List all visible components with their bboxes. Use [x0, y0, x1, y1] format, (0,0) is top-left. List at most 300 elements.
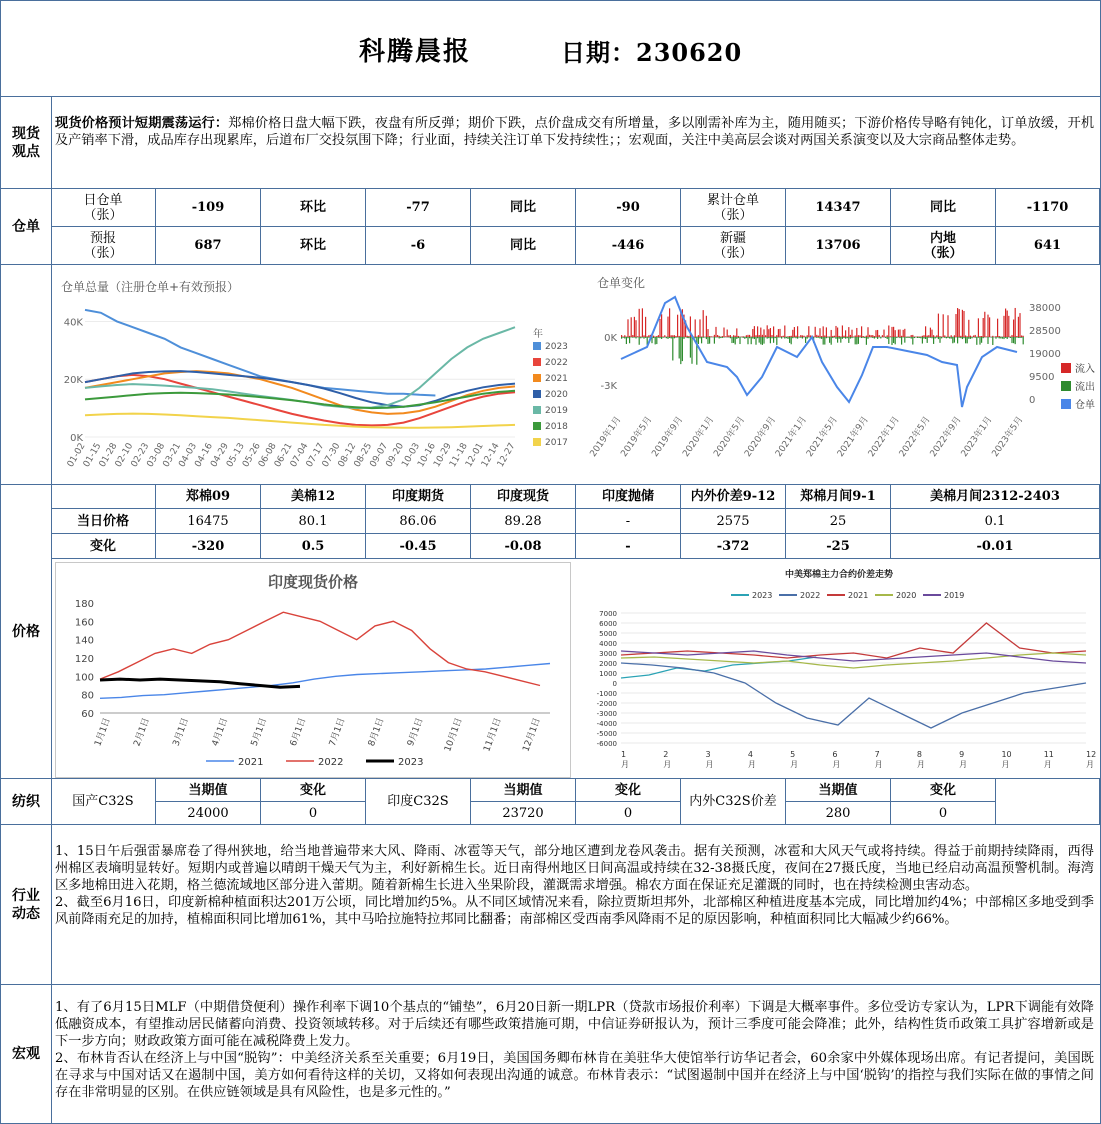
- yarn-section: [1, 779, 1100, 825]
- price-today-cell: 0.1: [891, 509, 1100, 534]
- y-tick-label: 3000: [599, 650, 617, 658]
- outflow-bar: [699, 337, 700, 338]
- outflow-bar: [749, 337, 750, 338]
- inflow-bar: [803, 336, 804, 337]
- outflow-bar: [794, 337, 795, 338]
- report-date: 日期：230620: [561, 38, 743, 67]
- outflow-bar: [967, 337, 968, 343]
- inflow-bar: [800, 335, 801, 337]
- inflow-bar: [987, 315, 988, 337]
- outflow-bar: [930, 337, 931, 338]
- inflow-bar: [765, 335, 766, 337]
- inflow-bar: [760, 328, 761, 337]
- inflow-bar: [960, 336, 961, 337]
- inflow-bar: [773, 326, 774, 337]
- x-tick-label: 04-29: [209, 441, 231, 470]
- inflow-bar: [823, 326, 824, 337]
- chart-title: 印度现货价格: [267, 573, 359, 591]
- inflow-bar: [624, 335, 625, 337]
- inflow-bar: [648, 335, 649, 337]
- price-change-cell: -0.01: [891, 534, 1100, 559]
- x-tick-label: 2022年5月: [897, 414, 933, 459]
- outflow-bar: [674, 337, 675, 338]
- inflow-bar: [695, 319, 696, 337]
- outflow-bar: [959, 337, 960, 338]
- yarn-change-cell: 0: [891, 802, 996, 825]
- inflow-bar: [917, 336, 918, 337]
- warehouse-cell: -109: [156, 189, 261, 227]
- outflow-bar: [872, 337, 873, 338]
- outflow-bar: [832, 337, 833, 338]
- inflow-bar: [1007, 311, 1008, 337]
- warehouse-total-chart: [55, 267, 568, 483]
- inflow-bar: [875, 330, 876, 337]
- x-tick-label: 1: [621, 750, 627, 759]
- x-tick-label: 8月1日: [366, 716, 387, 748]
- outflow-bar: [917, 337, 918, 338]
- price-header-cell: 印度期货: [366, 485, 471, 509]
- yarn-label: 纺织: [1, 779, 52, 824]
- india-spot-chart: [55, 562, 571, 778]
- x-tick-label: 6: [832, 750, 838, 759]
- outflow-bar: [935, 337, 936, 338]
- y-tick-label: 0K: [70, 433, 83, 444]
- outflow-bar: [679, 337, 680, 358]
- outflow-bar: [875, 337, 876, 338]
- x-tick-label: 12: [1086, 750, 1097, 759]
- inflow-bar: [843, 336, 844, 337]
- inflow-bar: [714, 335, 715, 337]
- inflow-bar: [848, 327, 849, 337]
- outflow-bar: [771, 337, 772, 338]
- warehouse-charts-label: [1, 265, 52, 484]
- warehouse-cell: -446: [576, 227, 681, 265]
- inflow-bar: [938, 314, 939, 337]
- warehouse-cell: 新疆 （张）: [681, 227, 786, 265]
- inflow-bar: [771, 335, 772, 337]
- legend-label: 2022: [318, 757, 344, 768]
- x-tick-label: 2020年5月: [712, 414, 748, 459]
- inflow-bar: [925, 326, 926, 337]
- inflow-bar: [709, 336, 710, 337]
- outflow-bar: [635, 337, 636, 338]
- x-tick-label: 2023年5月: [990, 414, 1026, 459]
- outflow-bar: [773, 337, 774, 343]
- price-header-cell: 郑棉月间9-1: [786, 485, 891, 509]
- warehouse-cell: 环比: [261, 227, 366, 265]
- inflow-bar: [887, 335, 888, 337]
- inflow-bar: [997, 319, 998, 337]
- x-tick-label: 月: [874, 760, 883, 769]
- outflow-bar: [1010, 337, 1011, 338]
- inflow-bar: [826, 327, 827, 337]
- inflow-bar: [1018, 317, 1019, 337]
- yarn-value-cell: 23720: [471, 802, 576, 825]
- legend-swatch: [533, 390, 541, 398]
- price-change-cell: -372: [681, 534, 786, 559]
- y-tick-label: 180: [74, 599, 94, 610]
- inflow-bar: [904, 329, 905, 337]
- inflow-bar: [627, 319, 628, 337]
- outflow-bar: [970, 337, 971, 339]
- inflow-bar: [671, 335, 672, 337]
- inflow-bar: [632, 335, 633, 337]
- inflow-bar: [659, 319, 660, 337]
- inflow-bar: [999, 336, 1000, 337]
- yarn-header-value: 当期值: [156, 779, 261, 802]
- x-tick-label: 月: [1001, 760, 1010, 769]
- inflow-bar: [647, 336, 648, 337]
- x-tick-label: 2022年9月: [928, 414, 964, 459]
- outflow-bar: [752, 337, 753, 338]
- x-tick-label: 月: [663, 760, 672, 769]
- x-tick-label: 2023年1月: [959, 414, 995, 459]
- outflow-bar: [941, 337, 942, 338]
- inflow-bar: [1005, 309, 1006, 337]
- outflow-bar: [691, 337, 692, 364]
- x-tick-label: 05-13: [225, 441, 247, 470]
- inflow-bar: [789, 336, 790, 337]
- inflow-bar: [631, 317, 632, 337]
- outflow-bar: [975, 337, 976, 338]
- inflow-bar: [957, 308, 958, 337]
- outflow-bar: [835, 337, 836, 339]
- spot-view-headline: 现货价格预计短期震荡运行：: [55, 116, 229, 131]
- inflow-bar: [728, 335, 729, 337]
- spot-view-section: [1, 97, 1100, 189]
- inflow-bar: [834, 336, 835, 337]
- outflow-bar: [680, 337, 681, 364]
- y-right-tick: 19000: [1029, 349, 1061, 360]
- price-row-label: 变化: [51, 534, 156, 559]
- outflow-bar: [797, 337, 798, 339]
- x-tick-label: 03-08: [145, 441, 168, 470]
- price-today-cell: 89.28: [471, 509, 576, 534]
- outflow-bar: [976, 337, 977, 345]
- outflow-bar: [978, 337, 979, 338]
- inflow-bar: [995, 336, 996, 337]
- outflow-bar: [629, 337, 630, 343]
- outflow-bar: [639, 337, 640, 345]
- outflow-bar: [850, 337, 851, 339]
- outflow-bar: [995, 337, 996, 339]
- inflow-bar: [711, 336, 712, 337]
- inflow-bar: [730, 335, 731, 337]
- inflow-bar: [837, 328, 838, 337]
- inflow-bar: [679, 336, 680, 337]
- x-tick-label: 7: [874, 750, 880, 759]
- inflow-bar: [639, 309, 640, 337]
- warehouse-label: 仓单: [1, 189, 52, 264]
- inflow-bar: [882, 335, 883, 337]
- legend-swatch: [1061, 381, 1071, 391]
- outflow-bar: [642, 337, 643, 338]
- inflow-bar: [927, 336, 928, 337]
- series-line-2022: [100, 612, 540, 685]
- warehouse-cell: -90: [576, 189, 681, 227]
- macro-paragraph-2: 2、布林肯否认在经济上与中国“脱钩”：中美经济关系至关重要；6月19日，美国国务卿布林肯在美驻华大使馆举行访华记者会，60余家中外媒体现场出席。有记者提问，美国既在寻求与中国对话又在遏制中国，美方如何看待这样的关切，又将如何表现出沟通的诚意。布林肯表示：“试图遏制中国并在经济上与中国‘脱钩’的指控与我们实际在做的事情之间存在非常明显的区别。在供应链领域是具有风险性，也是多元性的。”: [55, 1051, 1094, 1100]
- outflow-bar: [968, 337, 969, 339]
- inflow-bar: [895, 330, 896, 337]
- outflow-bar: [781, 337, 782, 339]
- inflow-bar: [698, 335, 699, 337]
- inflow-bar: [794, 327, 795, 337]
- legend-label: 2020: [545, 390, 568, 400]
- y-tick-label: 2000: [599, 660, 617, 668]
- inflow-bar: [735, 336, 736, 337]
- inflow-bar: [933, 335, 934, 337]
- inflow-bar: [675, 336, 676, 337]
- inflow-bar: [1010, 336, 1011, 337]
- outflow-bar: [1021, 337, 1022, 338]
- outflow-bar: [847, 337, 848, 338]
- outflow-bar: [831, 337, 832, 345]
- inflow-bar: [930, 328, 931, 337]
- inflow-bar: [783, 336, 784, 337]
- x-tick-label: 4: [747, 750, 753, 759]
- outflow-bar: [965, 337, 966, 343]
- inflow-bar: [715, 327, 716, 337]
- inflow-bar: [755, 335, 756, 337]
- yarn-header-value: 当期值: [471, 779, 576, 802]
- outflow-bar: [626, 337, 627, 344]
- warehouse-cell: 同比: [471, 189, 576, 227]
- y-tick-label: 60: [81, 709, 94, 720]
- outflow-bar: [999, 337, 1000, 338]
- outflow-bar: [947, 337, 948, 338]
- outflow-bar: [632, 337, 633, 338]
- y-left-tick: -3K: [600, 381, 617, 392]
- outflow-bar: [802, 337, 803, 339]
- y-left-tick: 0K: [604, 333, 617, 344]
- outflow-bar: [983, 337, 984, 338]
- price-change-cell: 0.5: [261, 534, 366, 559]
- inflow-bar: [725, 336, 726, 337]
- inflow-bar: [663, 336, 664, 337]
- x-tick-label: 10: [1001, 750, 1012, 759]
- price-header-cell: 内外价差9-12: [681, 485, 786, 509]
- outflow-bar: [891, 337, 892, 345]
- industry-text: [55, 843, 1094, 928]
- outflow-bar: [863, 337, 864, 338]
- outflow-bar: [768, 337, 769, 338]
- yarn-item-name: 国产C32S: [51, 779, 156, 825]
- inflow-bar: [807, 335, 808, 337]
- x-tick-label: 11: [1043, 750, 1054, 759]
- x-tick-label: 2020年9月: [743, 414, 779, 459]
- yarn-item-name: 印度C32S: [366, 779, 471, 825]
- warehouse-cell: 环比: [261, 189, 366, 227]
- outflow-bar: [695, 337, 696, 338]
- inflow-bar: [797, 326, 798, 337]
- legend-label: 2021: [848, 591, 869, 600]
- yarn-item-name: 内外C32S价差: [681, 779, 786, 825]
- y-tick-label: 6000: [599, 620, 617, 628]
- inflow-bar: [898, 330, 899, 337]
- inflow-bar: [635, 320, 636, 337]
- outflow-bar: [904, 337, 905, 343]
- inflow-bar: [1003, 316, 1004, 337]
- outflow-bar: [821, 337, 822, 339]
- inflow-bar: [899, 329, 900, 337]
- outflow-bar: [923, 337, 924, 339]
- inflow-bar: [883, 330, 884, 337]
- outflow-bar: [648, 337, 649, 338]
- outflow-bar: [819, 337, 820, 338]
- outflow-bar: [775, 337, 776, 338]
- y-right-tick: 9500: [1029, 372, 1055, 383]
- inflow-bar: [978, 318, 979, 337]
- outflow-bar: [922, 337, 923, 344]
- y-tick-label: 80: [81, 690, 94, 702]
- outflow-bar: [823, 337, 824, 345]
- legend-label: 2019: [944, 591, 965, 600]
- outflow-bar: [839, 337, 840, 339]
- inflow-bar: [1021, 335, 1022, 337]
- inflow-bar: [984, 312, 985, 337]
- x-tick-label: 2019年1月: [588, 414, 624, 459]
- inflow-bar: [787, 336, 788, 337]
- yarn-change-cell: 0: [261, 802, 366, 825]
- x-tick-label: 2月1日: [132, 716, 152, 748]
- outflow-bar: [946, 337, 947, 338]
- y-tick-label: -5000: [596, 730, 617, 738]
- x-tick-label: 12-01: [464, 441, 486, 470]
- inflow-bar: [867, 327, 868, 337]
- outflow-bar: [784, 337, 785, 339]
- inflow-bar: [923, 335, 924, 337]
- outflow-bar: [690, 337, 691, 358]
- inflow-bar: [963, 311, 964, 337]
- x-tick-label: 07-30: [320, 441, 343, 470]
- inflow-bar: [839, 336, 840, 337]
- warehouse-cell: 14347: [786, 189, 891, 227]
- x-tick-label: 01-15: [81, 441, 104, 470]
- y-tick-label: -3000: [596, 710, 617, 718]
- outflow-bar: [893, 337, 894, 343]
- x-tick-label: 2: [663, 750, 669, 759]
- x-tick-label: 6月1日: [288, 716, 309, 748]
- inflow-bar: [795, 336, 796, 337]
- warehouse-section: [1, 189, 1100, 265]
- inflow-bar: [818, 336, 819, 337]
- outflow-bar: [795, 337, 796, 338]
- outflow-bar: [899, 337, 900, 338]
- warehouse-cell: -77: [366, 189, 471, 227]
- inflow-bar: [762, 335, 763, 337]
- outflow-bar: [944, 337, 945, 338]
- inflow-bar: [816, 335, 817, 337]
- outflow-bar: [627, 337, 628, 338]
- inflow-bar: [856, 328, 857, 337]
- outflow-bar: [682, 337, 683, 361]
- outflow-bar: [720, 337, 721, 338]
- warehouse-cell: 同比: [891, 189, 996, 227]
- chart-title: 仓单变化: [597, 276, 646, 290]
- legend-label: 2023: [398, 757, 424, 768]
- inflow-bar: [784, 325, 785, 337]
- outflow-bar: [827, 337, 828, 338]
- report-title: 科腾晨报: [359, 37, 472, 67]
- outflow-bar: [951, 337, 952, 339]
- outflow-bar: [816, 337, 817, 338]
- legend-label: 流出: [1075, 382, 1095, 393]
- x-tick-label: 08-25: [352, 441, 375, 470]
- outflow-bar: [826, 337, 827, 338]
- inflow-bar: [810, 335, 811, 337]
- industry-paragraph-2: 2、截至6月16日，印度新棉种植面积达201万公顷，同比增加约5%。从不同区域情况来看，除拉贾斯坦邦外，北部棉区种植进度基本完成，同比增加约4%；中部棉区多地受到季风前降雨充足的加持，植棉面积同比增加61%，其中马哈拉施特拉邦同比翻番；南部棉区受西南季风降雨不足的原因影响，种植面积同比大幅减少约66%。: [55, 895, 1094, 927]
- outflow-bar: [927, 337, 928, 343]
- inflow-bar: [840, 336, 841, 337]
- inflow-bar: [851, 330, 852, 337]
- inflow-bar: [877, 330, 878, 337]
- outflow-bar: [837, 337, 838, 343]
- outflow-bar: [744, 337, 745, 339]
- x-tick-label: 11-18: [448, 441, 470, 470]
- outflow-bar: [866, 337, 867, 345]
- outflow-bar: [735, 337, 736, 344]
- inflow-bar: [973, 335, 974, 337]
- outflow-bar: [1013, 337, 1014, 343]
- outflow-bar: [776, 337, 777, 345]
- outflow-bar: [914, 337, 915, 338]
- outflow-bar: [979, 337, 980, 345]
- inflow-bar: [912, 335, 913, 337]
- inflow-bar: [819, 328, 820, 337]
- industry-section: [1, 825, 1100, 985]
- outflow-bar: [1003, 337, 1004, 339]
- inflow-bar: [779, 329, 780, 337]
- inflow-bar: [983, 318, 984, 337]
- x-tick-label: 2020年1月: [681, 414, 717, 459]
- y-tick-label: 20K: [63, 375, 83, 387]
- series-line-2018: [85, 391, 515, 408]
- yarn-empty-cell: [996, 779, 1100, 825]
- price-change-cell: -0.08: [471, 534, 576, 559]
- inflow-bar: [1023, 336, 1024, 337]
- report-header: [1, 1, 1100, 97]
- inflow-bar: [688, 336, 689, 337]
- inflow-bar: [643, 335, 644, 337]
- y-tick-label: 160: [74, 617, 94, 629]
- outflow-bar: [767, 337, 768, 339]
- inflow-bar: [832, 336, 833, 337]
- sino-us-spread-chart: [581, 565, 1097, 775]
- price-today-cell: -: [576, 509, 681, 534]
- inflow-bar: [874, 336, 875, 337]
- outflow-bar: [805, 337, 806, 343]
- x-tick-label: 5: [790, 750, 796, 759]
- industry-label: 行业 动态: [1, 825, 52, 984]
- x-tick-label: 2019年5月: [619, 414, 655, 459]
- outflow-bar: [931, 337, 932, 338]
- inflow-bar: [831, 330, 832, 337]
- macro-text: [55, 999, 1094, 1101]
- legend-label: 2022: [545, 358, 568, 368]
- x-tick-label: 05-26: [241, 441, 263, 470]
- inflow-bar: [947, 315, 948, 337]
- macro-paragraph-1: 1、有了6月15日MLF（中期借贷便利）操作利率下调10个基点的“铺垫”，6月20日新一期LPR（贷款市场报价利率）下调是大概率事件。多位受访专家认为，LPR下调能有效降低融资成本，有望推动居民储蓄向消费、投资领域转移。对于后续还有哪些政策措施可期，中信证券研报认为，预计三季度可能会降准；此外，结构性货币政策工具扩容增新或是下一步方向；财政政策方面可能在减税降费上发力。: [55, 1000, 1094, 1049]
- spot-view-text: [55, 115, 1094, 149]
- outflow-bar: [954, 337, 955, 343]
- legend-label: 2023: [752, 591, 773, 600]
- inflow-bar: [645, 317, 646, 337]
- inflow-bar: [669, 308, 670, 337]
- outflow-bar: [887, 337, 888, 339]
- legend-label: 2020: [896, 591, 917, 600]
- outflow-bar: [981, 337, 982, 343]
- inflow-bar: [727, 330, 728, 337]
